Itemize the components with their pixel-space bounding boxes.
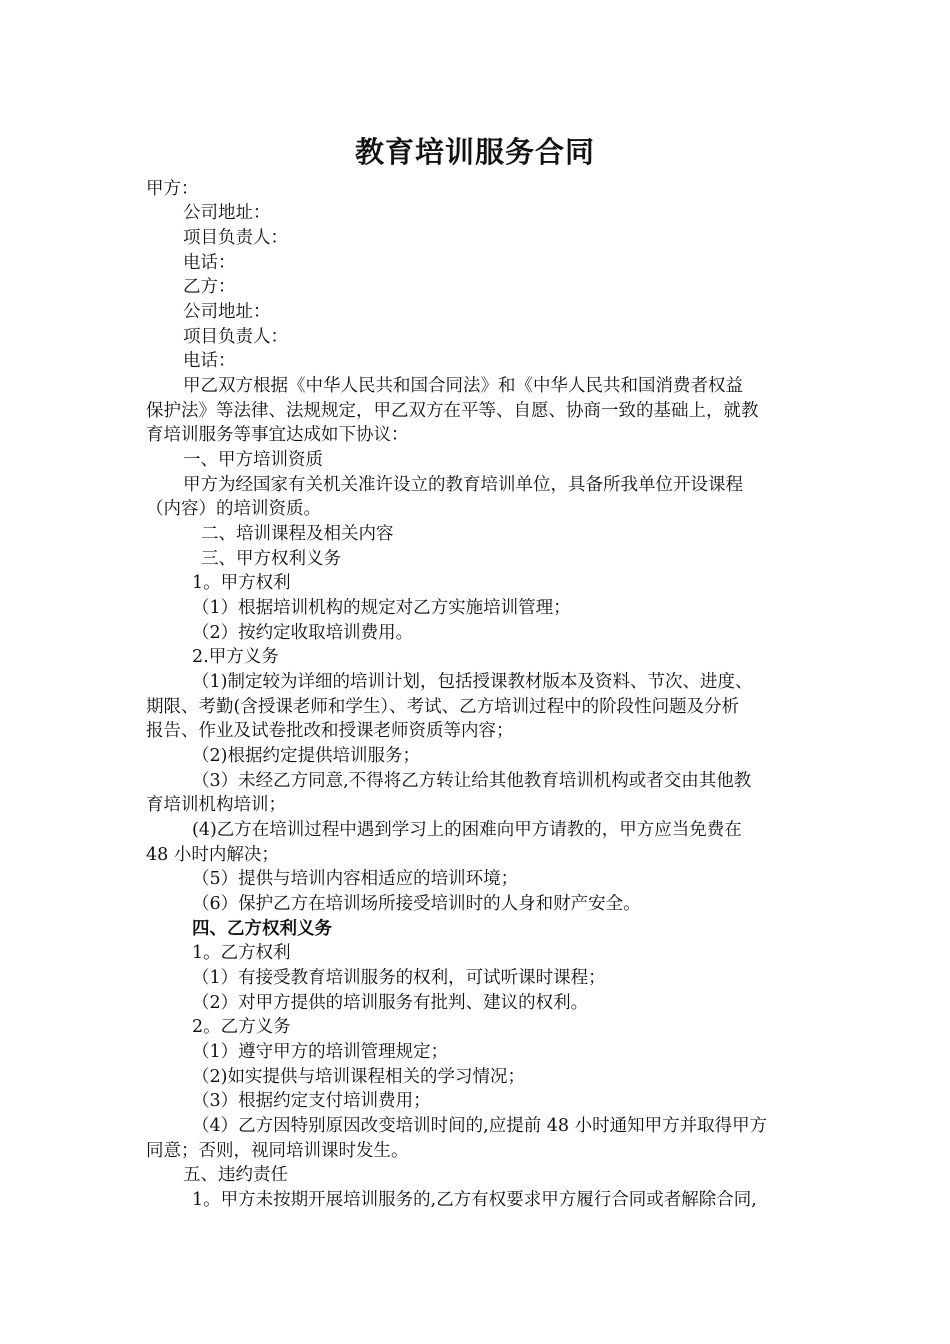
clause-line: 同意；否则，视同培训课时发生。	[146, 1141, 409, 1161]
clause-line: (4)乙方在培训过程中遇到学习上的困难向甲方请教的，甲方应当免费在	[192, 820, 742, 840]
clause-line: （内容）的培训资质。	[146, 499, 321, 519]
preamble-line: 甲乙双方根据《中华人民共和国合同法》和《中华人民共和国消费者权益	[183, 376, 743, 396]
clause-line: 48 小时内解决；	[146, 845, 279, 865]
party-a-phone: 电话：	[183, 253, 236, 273]
clause-line: （1）有接受教育培训服务的权利，可试听课时课程；	[192, 968, 606, 988]
party-b-phone: 电话：	[183, 351, 236, 371]
party-b-label: 乙方：	[183, 277, 236, 297]
clause-line: （1）遵守甲方的培训管理规定；	[192, 1042, 449, 1062]
clause-line: （1）根据培训机构的规定对乙方实施培训管理；	[192, 598, 571, 618]
subsection-heading: 2。乙方义务	[192, 1017, 291, 1037]
clause-line: 期限、考勤(含授课老师和学生）、考试、乙方培训过程中的阶段性问题及分析	[146, 697, 740, 717]
clause-line: （4）乙方因特别原因改变培训时间的,应提前 48 小时通知甲方并取得甲方	[192, 1116, 768, 1136]
clause-line: （6）保护乙方在培训场所接受培训时的人身和财产安全。	[192, 894, 641, 914]
clause-line: （2)根据约定提供培训服务；	[192, 746, 420, 766]
section-heading: 五、违约责任	[183, 1165, 288, 1185]
clause-line: （1)制定较为详细的培训计划，包括授课教材版本及资料、节次、进度、	[192, 672, 753, 692]
clause-line: （2）按约定收取培训费用。	[192, 623, 414, 643]
subsection-heading: 1。甲方权利	[192, 573, 291, 593]
subsection-heading: 2.甲方义务	[192, 647, 279, 667]
clause-line: 1。甲方未按期开展培训服务的,乙方有权要求甲方履行合同或者解除合同,	[192, 1190, 757, 1210]
clause-line: （2)如实提供与培训课程相关的学习情况；	[192, 1067, 525, 1087]
party-b-address: 公司地址：	[183, 302, 271, 322]
clause-line: （5）提供与培训内容相适应的培训环境；	[192, 869, 519, 889]
clause-line: 报告、作业及试卷批改和授课老师资质等内容；	[146, 721, 514, 741]
clause-line: （3）根据约定支付培训费用；	[192, 1091, 431, 1111]
section-heading-bold: 四、乙方权利义务	[192, 919, 332, 939]
preamble-line: 育培训服务等事宜达成如下协议：	[146, 425, 409, 445]
section-heading: 一、甲方培训资质	[183, 450, 323, 470]
section-heading: 二、培训课程及相关内容	[201, 524, 394, 544]
clause-line: （2）对甲方提供的培训服务有批判、建议的权利。	[192, 993, 589, 1013]
party-b-manager: 项目负责人：	[183, 327, 288, 347]
clause-line: 甲方为经国家有关机关准许设立的教育培训单位，具备所我单位开设课程	[183, 475, 743, 495]
section-heading: 三、甲方权利义务	[201, 549, 341, 569]
clause-line: 育培训机构培训；	[146, 795, 286, 815]
clause-line: （3）未经乙方同意,不得将乙方转让给其他教育培训机构或者交由其他教	[192, 771, 752, 791]
party-a-label: 甲方：	[146, 179, 199, 199]
document-title: 教育培训服务合同	[354, 135, 595, 169]
party-a-address: 公司地址：	[183, 203, 271, 223]
subsection-heading: 1。乙方权利	[192, 943, 291, 963]
party-a-manager: 项目负责人：	[183, 228, 288, 248]
preamble-line: 保护法》等法律、法规规定，甲乙双方在平等、自愿、协商一致的基础上，就教	[146, 401, 759, 421]
